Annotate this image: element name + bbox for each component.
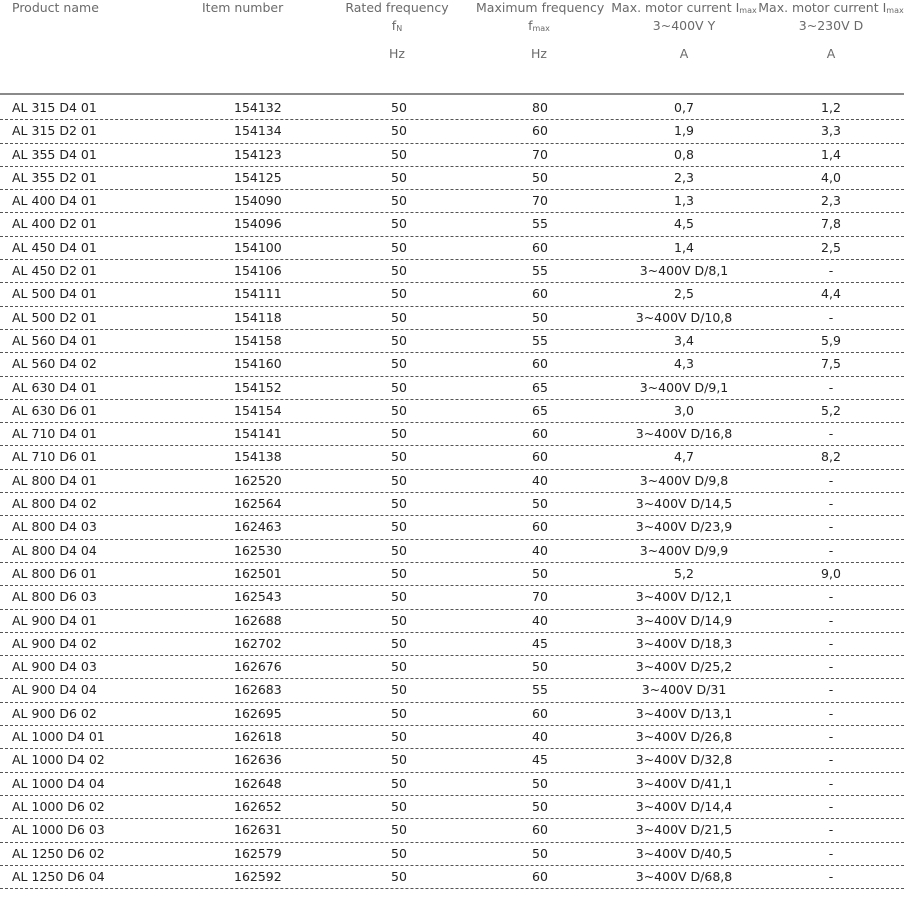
table-row	[0, 586, 904, 609]
cell-max-current-d: 4,4	[821, 286, 841, 302]
header-maximum-frequency	[476, 0, 605, 62]
table-row	[0, 144, 904, 167]
cell-rated-frequency: 50	[391, 146, 407, 162]
cell-maximum-frequency: 65	[532, 379, 548, 395]
cell-rated-frequency: 50	[391, 822, 407, 838]
cell-item-number: 162579	[234, 845, 282, 861]
cell-product-name: AL 1250 D6 02	[12, 845, 105, 861]
cell-item-number: 154141	[234, 426, 282, 442]
cell-max-current-d: 4,0	[821, 169, 841, 185]
cell-rated-frequency: 50	[391, 496, 407, 512]
cell-product-name: AL 400 D4 01	[12, 193, 97, 209]
table-row	[0, 493, 904, 516]
header-max-current-y-label	[610, 0, 758, 16]
cell-max-current-y: 2,3	[674, 169, 694, 185]
cell-item-number: 162648	[234, 775, 282, 791]
cell-maximum-frequency: 50	[532, 845, 548, 861]
cell-max-current-d: -	[828, 496, 834, 512]
cell-rated-frequency: 50	[391, 332, 407, 348]
cell-rated-frequency: 50	[391, 472, 407, 488]
header-product-name	[12, 0, 99, 16]
header-divider	[0, 93, 904, 95]
cell-maximum-frequency: 60	[532, 356, 548, 372]
table-row	[0, 843, 904, 866]
cell-product-name: AL 400 D2 01	[12, 216, 97, 232]
symbol-sub: N	[396, 24, 403, 33]
cell-max-current-d: -	[828, 426, 834, 442]
cell-maximum-frequency: 70	[532, 193, 548, 209]
cell-rated-frequency: 50	[391, 682, 407, 698]
cell-product-name: AL 1000 D4 01	[12, 729, 105, 745]
header-maximum-frequency-symbol	[476, 18, 602, 34]
cell-maximum-frequency: 60	[532, 426, 548, 442]
cell-max-current-y: 3~400V D/18,3	[635, 635, 733, 651]
cell-item-number: 162702	[234, 635, 282, 651]
cell-product-name: AL 900 D4 02	[12, 635, 97, 651]
cell-maximum-frequency: 50	[532, 798, 548, 814]
cell-max-current-y: 3~400V D/23,9	[635, 519, 733, 535]
cell-max-current-d: 2,3	[821, 193, 841, 209]
cell-rated-frequency: 50	[391, 100, 407, 115]
cell-product-name: AL 900 D4 03	[12, 659, 97, 675]
table-row	[0, 866, 904, 889]
cell-product-name: AL 315 D4 01	[12, 100, 97, 115]
cell-rated-frequency: 50	[391, 169, 407, 185]
cell-max-current-y: 3~400V D/9,9	[639, 542, 729, 558]
cell-rated-frequency: 50	[391, 845, 407, 861]
header-rated-frequency-label: Rated frequency	[345, 0, 449, 15]
header-max-current-d	[756, 0, 906, 62]
cell-product-name: AL 710 D4 01	[12, 426, 97, 442]
table-row	[0, 423, 904, 446]
cell-product-name: AL 900 D4 04	[12, 682, 97, 698]
cell-item-number: 154118	[234, 309, 282, 325]
cell-product-name: AL 1000 D4 04	[12, 775, 105, 791]
cell-max-current-d: -	[828, 705, 834, 721]
cell-rated-frequency: 50	[391, 542, 407, 558]
cell-item-number: 162463	[234, 519, 282, 535]
cell-product-name: AL 710 D6 01	[12, 449, 97, 465]
header-max-current-y-voltage: 3~400V Y	[652, 18, 716, 33]
cell-product-name: AL 1000 D6 03	[12, 822, 105, 838]
cell-max-current-y: 3~400V D/9,1	[639, 379, 729, 395]
label-sub: max	[886, 6, 904, 15]
cell-rated-frequency: 50	[391, 659, 407, 675]
cell-product-name: AL 900 D6 02	[12, 705, 97, 721]
cell-product-name: AL 800 D4 02	[12, 496, 97, 512]
cell-max-current-d: 8,2	[821, 449, 841, 465]
cell-product-name: AL 630 D4 01	[12, 379, 97, 395]
cell-item-number: 154111	[234, 286, 282, 302]
cell-item-number: 154132	[234, 100, 282, 115]
cell-item-number: 162688	[234, 612, 282, 628]
header-item-number	[202, 0, 283, 16]
header-maximum-frequency-label: Maximum frequency	[476, 0, 605, 15]
cell-maximum-frequency: 60	[532, 123, 548, 139]
cell-rated-frequency: 50	[391, 635, 407, 651]
cell-product-name: AL 1000 D6 02	[12, 798, 105, 814]
cell-max-current-y: 3~400V D/12,1	[635, 589, 733, 605]
cell-max-current-y: 3~400V D/31	[641, 682, 727, 698]
cell-product-name: AL 355 D4 01	[12, 146, 97, 162]
cell-max-current-d: 5,9	[821, 332, 841, 348]
cell-max-current-y: 4,7	[674, 449, 694, 465]
header-item-number-label: Item number	[202, 0, 284, 15]
cell-max-current-y: 3~400V D/16,8	[635, 426, 733, 442]
cell-maximum-frequency: 50	[532, 169, 548, 185]
cell-max-current-y: 3~400V D/68,8	[635, 868, 733, 884]
cell-item-number: 154160	[234, 356, 282, 372]
cell-max-current-d: -	[828, 659, 834, 675]
cell-max-current-y: 3~400V D/41,1	[635, 775, 733, 791]
header-max-current-y-unit: A	[679, 46, 689, 61]
cell-max-current-y: 3~400V D/13,1	[635, 705, 733, 721]
cell-item-number: 162695	[234, 705, 282, 721]
cell-rated-frequency: 50	[391, 519, 407, 535]
label-text: Max. motor current I	[758, 0, 887, 15]
cell-maximum-frequency: 40	[532, 729, 548, 745]
table-row	[0, 819, 904, 842]
cell-max-current-y: 0,8	[674, 146, 694, 162]
table-row	[0, 679, 904, 702]
table-row	[0, 773, 904, 796]
cell-item-number: 154158	[234, 332, 282, 348]
cell-product-name: AL 450 D2 01	[12, 263, 97, 279]
table-row	[0, 633, 904, 656]
cell-rated-frequency: 50	[391, 123, 407, 139]
cell-item-number: 162676	[234, 659, 282, 675]
cell-max-current-y: 4,5	[674, 216, 694, 232]
cell-maximum-frequency: 55	[532, 263, 548, 279]
table-header	[0, 0, 904, 93]
cell-max-current-y: 3~400V D/14,9	[635, 612, 733, 628]
cell-maximum-frequency: 50	[532, 565, 548, 581]
cell-product-name: AL 900 D4 01	[12, 612, 97, 628]
cell-max-current-d: -	[828, 798, 834, 814]
cell-maximum-frequency: 55	[532, 332, 548, 348]
cell-max-current-d: -	[828, 635, 834, 651]
header-max-current-d-label	[756, 0, 906, 16]
cell-max-current-d: -	[828, 472, 834, 488]
cell-max-current-y: 3~400V D/14,5	[635, 496, 733, 512]
cell-maximum-frequency: 55	[532, 216, 548, 232]
cell-item-number: 154090	[234, 193, 282, 209]
cell-max-current-d: -	[828, 868, 834, 884]
cell-item-number: 162501	[234, 565, 282, 581]
cell-maximum-frequency: 50	[532, 309, 548, 325]
cell-max-current-y: 1,9	[674, 123, 694, 139]
table-row	[0, 656, 904, 679]
table-row	[0, 330, 904, 353]
cell-max-current-y: 3~400V D/40,5	[635, 845, 733, 861]
cell-product-name: AL 800 D4 03	[12, 519, 97, 535]
table-row	[0, 353, 904, 376]
table-row	[0, 796, 904, 819]
cell-item-number: 162636	[234, 752, 282, 768]
cell-maximum-frequency: 60	[532, 239, 548, 255]
cell-product-name: AL 560 D4 02	[12, 356, 97, 372]
header-rated-frequency-unit: Hz	[389, 46, 405, 61]
cell-maximum-frequency: 50	[532, 775, 548, 791]
header-product-name-label: Product name	[12, 0, 99, 15]
cell-item-number: 162592	[234, 868, 282, 884]
header-max-current-d-unit: A	[826, 46, 836, 61]
table-row	[0, 213, 904, 236]
table-row	[0, 749, 904, 772]
cell-max-current-y: 1,4	[674, 239, 694, 255]
cell-maximum-frequency: 50	[532, 496, 548, 512]
cell-product-name: AL 560 D4 01	[12, 332, 97, 348]
cell-product-name: AL 1000 D4 02	[12, 752, 105, 768]
cell-max-current-d: 2,5	[821, 239, 841, 255]
cell-rated-frequency: 50	[391, 356, 407, 372]
cell-rated-frequency: 50	[391, 402, 407, 418]
table-row	[0, 377, 904, 400]
cell-rated-frequency: 50	[391, 705, 407, 721]
cell-max-current-y: 3~400V D/25,2	[635, 659, 733, 675]
cell-rated-frequency: 50	[391, 309, 407, 325]
cell-maximum-frequency: 40	[532, 612, 548, 628]
cell-rated-frequency: 50	[391, 426, 407, 442]
cell-product-name: AL 1250 D6 04	[12, 868, 105, 884]
cell-item-number: 154154	[234, 402, 282, 418]
cell-max-current-y: 1,3	[674, 193, 694, 209]
cell-max-current-d: 5,2	[821, 402, 841, 418]
cell-max-current-d: -	[828, 729, 834, 745]
cell-item-number: 154152	[234, 379, 282, 395]
cell-rated-frequency: 50	[391, 775, 407, 791]
cell-item-number: 162652	[234, 798, 282, 814]
table-row	[0, 470, 904, 493]
table-row	[0, 516, 904, 539]
cell-max-current-d: -	[828, 309, 834, 325]
cell-maximum-frequency: 70	[532, 146, 548, 162]
cell-rated-frequency: 50	[391, 286, 407, 302]
cell-max-current-d: 9,0	[821, 565, 841, 581]
cell-item-number: 162564	[234, 496, 282, 512]
cell-rated-frequency: 50	[391, 216, 407, 232]
cell-max-current-d: -	[828, 542, 834, 558]
cell-max-current-d: 1,4	[821, 146, 841, 162]
cell-product-name: AL 500 D4 01	[12, 286, 97, 302]
table-row	[0, 726, 904, 749]
table-row	[0, 237, 904, 260]
cell-max-current-y: 3~400V D/26,8	[635, 729, 733, 745]
cell-max-current-d: -	[828, 379, 834, 395]
cell-maximum-frequency: 50	[532, 659, 548, 675]
cell-max-current-d: 7,5	[821, 356, 841, 372]
table-row	[0, 283, 904, 306]
cell-product-name: AL 450 D4 01	[12, 239, 97, 255]
cell-product-name: AL 800 D4 01	[12, 472, 97, 488]
cell-item-number: 162631	[234, 822, 282, 838]
label-sub: max	[739, 6, 757, 15]
cell-max-current-y: 4,3	[674, 356, 694, 372]
cell-item-number: 162520	[234, 472, 282, 488]
cell-maximum-frequency: 60	[532, 822, 548, 838]
cell-maximum-frequency: 55	[532, 682, 548, 698]
cell-product-name: AL 630 D6 01	[12, 402, 97, 418]
cell-product-name: AL 800 D4 04	[12, 542, 97, 558]
header-max-current-y	[610, 0, 758, 62]
cell-max-current-d: -	[828, 612, 834, 628]
table-row	[0, 610, 904, 633]
cell-item-number: 154100	[234, 239, 282, 255]
cell-item-number: 162683	[234, 682, 282, 698]
cell-max-current-y: 0,7	[674, 100, 694, 115]
cell-max-current-d: -	[828, 519, 834, 535]
cell-rated-frequency: 50	[391, 449, 407, 465]
cell-maximum-frequency: 80	[532, 100, 548, 115]
cell-item-number: 154123	[234, 146, 282, 162]
cell-max-current-y: 3~400V D/10,8	[635, 309, 733, 325]
cell-product-name: AL 800 D6 01	[12, 565, 97, 581]
table-row	[0, 97, 904, 120]
cell-max-current-y: 3~400V D/9,8	[639, 472, 729, 488]
cell-product-name: AL 355 D2 01	[12, 169, 97, 185]
table-row	[0, 307, 904, 330]
symbol-f: f	[391, 18, 397, 33]
cell-product-name: AL 315 D2 01	[12, 123, 97, 139]
cell-rated-frequency: 50	[391, 379, 407, 395]
cell-max-current-y: 2,5	[674, 286, 694, 302]
cell-rated-frequency: 50	[391, 239, 407, 255]
cell-maximum-frequency: 45	[532, 752, 548, 768]
table-row	[0, 167, 904, 190]
cell-max-current-d: -	[828, 775, 834, 791]
cell-maximum-frequency: 40	[532, 472, 548, 488]
cell-item-number: 162543	[234, 589, 282, 605]
cell-product-name: AL 500 D2 01	[12, 309, 97, 325]
cell-item-number: 154134	[234, 123, 282, 139]
cell-maximum-frequency: 60	[532, 286, 548, 302]
cell-maximum-frequency: 65	[532, 402, 548, 418]
cell-maximum-frequency: 60	[532, 868, 548, 884]
cell-product-name: AL 800 D6 03	[12, 589, 97, 605]
cell-max-current-d: -	[828, 752, 834, 768]
cell-max-current-d: -	[828, 845, 834, 861]
cell-max-current-y: 3,0	[674, 402, 694, 418]
cell-max-current-d: -	[828, 589, 834, 605]
table-row	[0, 120, 904, 143]
table-row	[0, 446, 904, 469]
cell-max-current-d: 7,8	[821, 216, 841, 232]
cell-item-number: 154096	[234, 216, 282, 232]
cell-max-current-d: -	[828, 822, 834, 838]
cell-max-current-d: 1,2	[821, 100, 841, 115]
cell-item-number: 154106	[234, 263, 282, 279]
cell-rated-frequency: 50	[391, 263, 407, 279]
cell-max-current-d: -	[828, 682, 834, 698]
cell-max-current-y: 3~400V D/14,4	[635, 798, 733, 814]
cell-maximum-frequency: 60	[532, 449, 548, 465]
table-row	[0, 540, 904, 563]
symbol-f: f	[528, 18, 533, 33]
table-row	[0, 703, 904, 726]
cell-maximum-frequency: 60	[532, 705, 548, 721]
table-row	[0, 190, 904, 213]
header-maximum-frequency-unit: Hz	[531, 46, 547, 61]
cell-item-number: 154125	[234, 169, 282, 185]
cell-max-current-y: 3,4	[674, 332, 694, 348]
table-row	[0, 260, 904, 283]
header-max-current-d-voltage: 3~230V D	[798, 18, 864, 33]
cell-item-number: 162530	[234, 542, 282, 558]
cell-rated-frequency: 50	[391, 589, 407, 605]
header-rated-frequency-symbol	[340, 18, 454, 34]
cell-rated-frequency: 50	[391, 565, 407, 581]
cell-maximum-frequency: 70	[532, 589, 548, 605]
cell-item-number: 154138	[234, 449, 282, 465]
cell-max-current-d: 3,3	[821, 123, 841, 139]
cell-item-number: 162618	[234, 729, 282, 745]
cell-maximum-frequency: 45	[532, 635, 548, 651]
cell-max-current-y: 3~400V D/32,8	[635, 752, 733, 768]
cell-max-current-d: -	[828, 263, 834, 279]
cell-maximum-frequency: 60	[532, 519, 548, 535]
header-rated-frequency	[340, 0, 454, 62]
label-text: Max. motor current I	[611, 0, 740, 15]
cell-max-current-y: 5,2	[674, 565, 694, 581]
cell-rated-frequency: 50	[391, 868, 407, 884]
cell-max-current-y: 3~400V D/21,5	[635, 822, 733, 838]
cell-maximum-frequency: 40	[532, 542, 548, 558]
table-row	[0, 400, 904, 423]
cell-rated-frequency: 50	[391, 612, 407, 628]
cell-rated-frequency: 50	[391, 798, 407, 814]
table-body	[0, 97, 904, 889]
cell-rated-frequency: 50	[391, 729, 407, 745]
cell-rated-frequency: 50	[391, 752, 407, 768]
symbol-sub: max	[532, 24, 550, 33]
table-row	[0, 563, 904, 586]
cell-rated-frequency: 50	[391, 193, 407, 209]
cell-max-current-y: 3~400V D/8,1	[639, 263, 729, 279]
